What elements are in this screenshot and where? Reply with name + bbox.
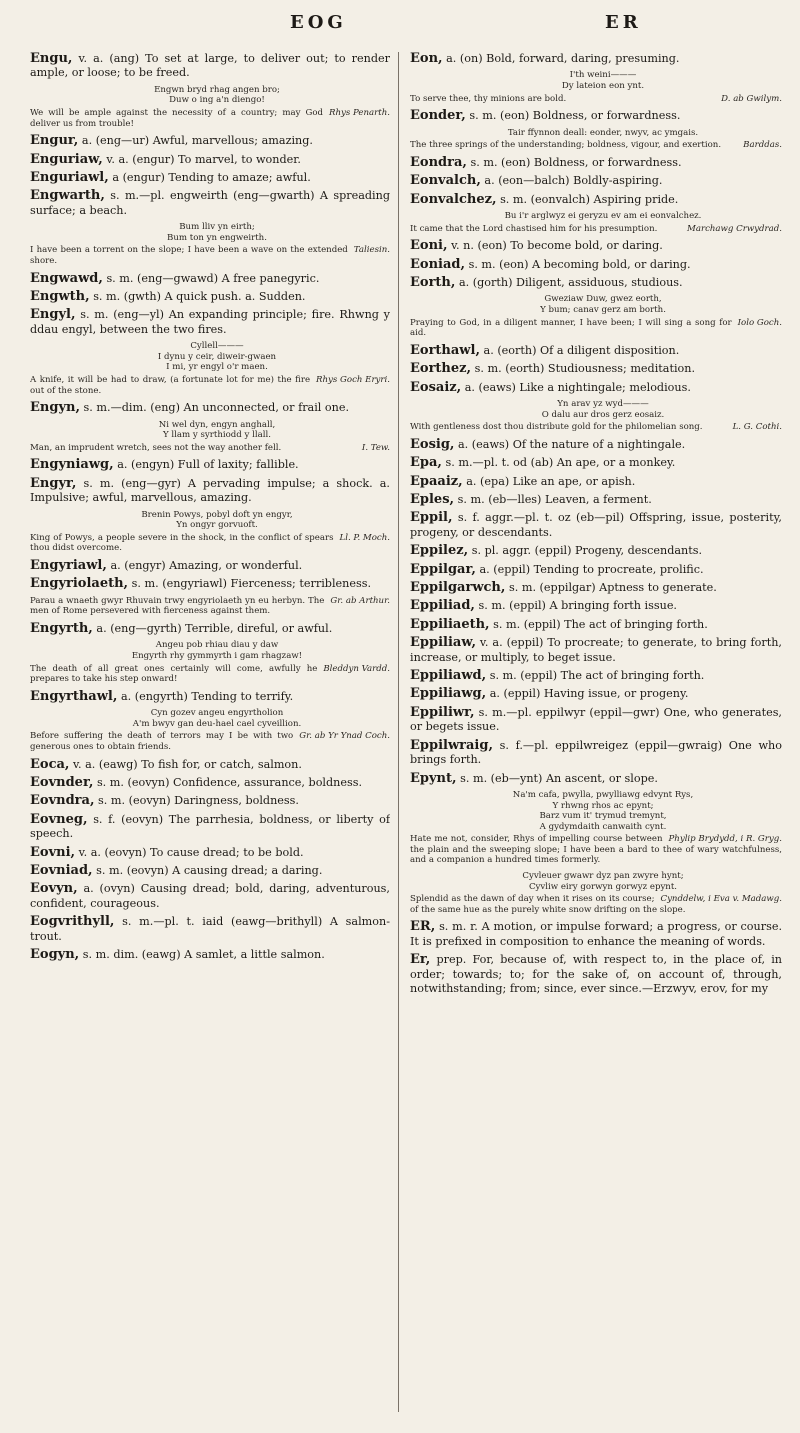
quotation-line: A'm bwyv gan deu-hael cael cyveillion. <box>132 718 302 729</box>
quotation-source: Barddas. <box>743 140 782 151</box>
entry-headword: Engyl, <box>30 307 76 323</box>
dictionary-entry <box>410 687 782 701</box>
quotation-line: Tair ffynnon deall: eonder, nwyv, ac ymgais. <box>507 127 699 138</box>
dictionary-entry <box>410 174 782 188</box>
quotation-line: Yn arav yz wyd——— <box>557 399 649 409</box>
dictionary-entry <box>410 362 782 376</box>
translation-text: We will be ample against the necessity of a country; may God deliver us from trouble! <box>30 108 324 129</box>
welsh-quotation <box>424 790 782 832</box>
translation-text: A knife, it will be had to draw, (a fortunate lot for me) the fire out of the stone. <box>30 375 311 396</box>
entry-headword: Eppiliwr, <box>410 704 475 720</box>
entry-headword: Engyniawg, <box>30 457 114 473</box>
entry-definition: s. m.—pl. t. od (ab) An ape, or a monkey. <box>445 456 676 470</box>
entry-definition: s. m. (eppilgar) Aptness to generate. <box>508 581 717 595</box>
running-head-left: EOG <box>290 12 347 33</box>
entry-headword: Eples, <box>410 492 455 507</box>
translation-text: I have been a torrent on the slope; I have been a wave on the extended shore. <box>30 245 348 266</box>
entry-definition: s. m.—pl. eppilwyr (eppil—gwr) One, who generates, or begets issue. <box>410 705 782 734</box>
dictionary-entry <box>410 52 782 66</box>
entry-headword: Eppilez, <box>410 543 469 559</box>
entry-definition: s. m.—pl. engweirth (eng—gwarth) A spreading surface; a beach. <box>30 189 390 217</box>
translation <box>30 108 390 129</box>
entry-headword: Engyrthawl, <box>30 688 118 704</box>
entry-headword: Engyrth, <box>30 620 93 636</box>
welsh-quotation <box>424 399 782 420</box>
entry-definition: v. a. (eawg) To fish for, or catch, salmon. <box>73 757 302 771</box>
dictionary-entry <box>30 813 390 842</box>
dictionary-entry <box>30 290 390 304</box>
entry-headword: Eosaiz, <box>410 379 462 395</box>
entry-definition: a. (eppil) Having issue, or progeny. <box>489 687 689 701</box>
welsh-quotation <box>424 871 782 892</box>
welsh-quotation <box>44 85 390 106</box>
entry-headword: Eon, <box>410 52 443 66</box>
dictionary-entry <box>30 846 390 860</box>
translation-text: Parau a wnaeth gwyr Rhuvain trwy engyriolaeth yn eu herbyn. The men of Rome persevered with fierceness against them. <box>30 595 325 617</box>
welsh-quotation <box>424 211 782 222</box>
dictionary-entry <box>410 344 782 358</box>
translation <box>410 318 782 339</box>
dictionary-entry <box>30 776 390 790</box>
entry-headword: Eonvalchez, <box>410 191 497 207</box>
dictionary-entry <box>410 953 782 996</box>
entry-definition: s. m. (eng—gyr) A pervading impulse; a shock. a. Impulsive; awful, marvellous, amazing. <box>30 476 390 505</box>
quotation-source: Taliesin. <box>353 245 390 256</box>
entry-headword: Eppiliaw, <box>410 635 476 651</box>
translation-text: The three springs of the understanding; boldness, vigour, and exertion. <box>410 140 722 151</box>
dictionary-entry <box>410 581 782 595</box>
translation-text: With gentleness dost thou distribute gold for the philomelian song. <box>410 422 703 433</box>
translation-text: It came that the Lord chastised him for his presumption. <box>410 223 658 234</box>
dictionary-entry <box>410 438 782 452</box>
entry-definition: s. f. aggr.—pl. t. oz (eb—pil) Offspring, issue, posterity, progeny, or descendants. <box>410 511 782 539</box>
translation-text: To serve thee, thy minions are bold. <box>410 93 567 104</box>
entry-definition: a. (on) Bold, forward, daring, presuming. <box>446 52 680 65</box>
entry-headword: Eppiliaeth, <box>410 616 490 632</box>
dictionary-entry <box>410 381 782 395</box>
dictionary-entry <box>30 52 390 81</box>
entry-headword: Eoca, <box>30 756 70 772</box>
translation <box>30 245 390 266</box>
welsh-quotation <box>424 70 782 91</box>
quotation-line: Bu i'r arglwyz ei geryzu ev am ei eonvalchez. <box>504 211 702 221</box>
dictionary-entry <box>410 109 782 123</box>
entry-headword: Engyr, <box>30 475 77 491</box>
entry-definition: s. m. (eng—yl) An expanding principle; fire. Rhwng y ddau engyl, between the two fires. <box>30 308 390 336</box>
entry-definition: s. m. dim. (eawg) A samlet, a little salmon. <box>82 948 325 961</box>
entry-headword: Engur, <box>30 133 79 149</box>
dictionary-entry <box>30 189 390 218</box>
entry-headword: Enguriaw, <box>30 151 103 167</box>
entry-headword: Eppilwraig, <box>410 737 493 753</box>
entry-headword: Epynt, <box>410 770 457 786</box>
dictionary-entry <box>410 563 782 577</box>
entry-headword: Eondra, <box>410 154 467 170</box>
entry-headword: Eppiliawd, <box>410 668 487 684</box>
dictionary-entry <box>30 153 390 167</box>
entry-headword: Eosig, <box>410 436 455 452</box>
entry-headword: Engwarth, <box>30 188 105 204</box>
quotation-line: Bum lliv yn eirth; <box>179 222 255 233</box>
dictionary-entry <box>30 758 390 772</box>
quotation-line: O dalu aur dros gerz eosaiz. <box>541 409 665 420</box>
entry-definition: s. m. (eovyn) Confidence, assurance, boldness. <box>96 775 363 789</box>
entry-headword: Eppilgarwch, <box>410 580 506 596</box>
entry-definition: a. (eorth) Of a diligent disposition. <box>483 343 680 357</box>
translation <box>30 596 390 617</box>
entry-definition: s. m. (eppil) The act of bringing forth. <box>489 669 705 683</box>
entry-definition: a. (eaws) Of the nature of a nightingale. <box>458 437 686 451</box>
entry-headword: Er, <box>410 952 431 968</box>
quotation-line: Na'm cafa, pwylla, pwylliawg edvynt Rys, <box>512 789 694 800</box>
entry-definition: a. (eon—balch) Boldly-aspiring. <box>484 174 663 188</box>
quotation-source: D. ab Gwilym. <box>721 93 782 104</box>
translation-text: Man, an imprudent wretch, sees not the way another fell. <box>30 442 282 453</box>
entry-headword: Engyn, <box>30 400 80 416</box>
quotation-source: Gr. ab Yr Ynad Coch. <box>299 731 390 742</box>
translation-text: Before suffering the death of terrors may I be with two generous ones to obtain friends. <box>30 731 294 752</box>
entry-definition: s. m. (eovyn) Daringness, boldness. <box>98 794 299 808</box>
translation <box>410 140 782 151</box>
dictionary-entry <box>410 475 782 489</box>
entry-headword: Eoni, <box>410 238 448 254</box>
dictionary-entry <box>410 669 782 683</box>
welsh-quotation <box>44 341 390 373</box>
quotation-line: Cyn gozev angeu engyrtholion <box>150 708 284 719</box>
welsh-quotation <box>424 128 782 139</box>
dictionary-entry <box>410 706 782 735</box>
translation <box>30 375 390 396</box>
quotation-source: Rhys Penarth. <box>329 108 390 118</box>
translation <box>30 533 390 554</box>
column-divider <box>398 52 399 1412</box>
entry-headword: Eovyn, <box>30 881 78 897</box>
translation <box>410 834 782 866</box>
dictionary-entry <box>30 948 390 962</box>
dictionary-entry <box>30 458 390 472</box>
page-header <box>0 12 800 44</box>
welsh-quotation <box>44 708 390 729</box>
entry-definition: s. m. (eon) Boldness, or forwardness. <box>470 155 682 169</box>
translation <box>30 664 390 685</box>
dictionary-entry <box>410 193 782 207</box>
entry-definition: a. (ovyn) Causing dread; bold, daring, adventurous, confident, courageous. <box>30 882 390 910</box>
dictionary-entry <box>30 882 390 911</box>
translation <box>30 443 390 454</box>
entry-definition: a. (eng—ur) Awful, marvellous; amazing. <box>81 134 313 148</box>
entry-headword: Eppiliad, <box>410 598 475 614</box>
entry-definition: a. (engyr) Amazing, or wonderful. <box>110 558 303 572</box>
dictionary-entry <box>410 276 782 290</box>
entry-headword: Eonder, <box>410 108 466 124</box>
quotation-source: Phylip Brydydd, i R. Gryg. <box>668 834 782 845</box>
dictionary-entry <box>410 456 782 470</box>
entry-definition: s. m.—pl. t. iaid (eawg—brithyll) A salmon-trout. <box>30 915 390 943</box>
entry-headword: Engwawd, <box>30 270 103 286</box>
entry-headword: ER, <box>410 919 436 935</box>
entry-definition: v. a. (eovyn) To cause dread; to be bold. <box>78 845 304 859</box>
dictionary-entry <box>30 308 390 337</box>
translation-text: Splendid as the dawn of day when it rises on its course; of the same hue as the purely white snow drifting on the slope. <box>410 894 686 915</box>
entry-definition: s. m. (eorth) Studiousness; meditation. <box>474 362 696 376</box>
quotation-line: Engyrth rhy gymmyrth i gam rhagzaw! <box>131 650 303 661</box>
welsh-quotation <box>424 294 782 315</box>
translation <box>30 731 390 752</box>
dictionary-entry <box>30 134 390 148</box>
quotation-source: Iolo Goch. <box>737 317 782 328</box>
entry-headword: Eorth, <box>410 275 456 290</box>
entry-definition: v. a. (engur) To marvel, to wonder. <box>106 152 301 166</box>
entry-headword: Engyriawl, <box>30 557 107 573</box>
entry-definition: a. (eng—gyrth) Terrible, direful, or awful. <box>96 621 333 635</box>
quotation-line: I mi, yr engyl o'r maen. <box>166 362 268 373</box>
quotation-source: Gr. ab Arthur. <box>330 595 390 606</box>
entry-headword: Eppil, <box>410 510 453 526</box>
dictionary-entry <box>410 618 782 632</box>
entry-headword: Eorthawl, <box>410 342 480 358</box>
entry-headword: Eppiliawg, <box>410 686 487 702</box>
entry-headword: Eovniad, <box>30 862 93 878</box>
dictionary-entry <box>30 577 390 591</box>
entry-definition: a. (epa) Like an ape, or apish. <box>466 474 636 488</box>
quotation-line: Engwn bryd rhag angen bro; <box>154 84 280 95</box>
quotation-source: Rhys Goch Eryri. <box>316 375 390 385</box>
dictionary-entry <box>410 156 782 170</box>
entry-headword: Eogvrithyll, <box>30 914 115 930</box>
entry-headword: Epa, <box>410 455 442 471</box>
dictionary-entry <box>30 915 390 944</box>
entry-headword: Eovni, <box>30 844 76 860</box>
quotation-line: I'th weini——— <box>569 70 637 81</box>
quotation-source: Bleddyn Vardd. <box>323 663 390 674</box>
entry-definition: a (engur) Tending to amaze; awful. <box>112 171 311 184</box>
entry-headword: Eogyn, <box>30 947 80 962</box>
quotation-line: I dynu y ceir, diweir-gwaen <box>157 351 277 362</box>
entry-headword: Eppilgar, <box>410 561 476 577</box>
left-column <box>30 52 390 1422</box>
welsh-quotation <box>44 222 390 243</box>
dictionary-entry <box>410 599 782 613</box>
dictionary-entry <box>30 559 390 573</box>
entry-definition: a. (engyrth) Tending to terrify. <box>120 689 294 703</box>
entry-definition: a. (gorth) Diligent, assiduous, studious. <box>458 276 683 289</box>
entry-definition: s. f. (eovyn) The parrhesia, boldness, or liberty of speech. <box>30 812 390 841</box>
entry-definition: s. m. (eon) A becoming bold, or daring. <box>468 257 691 271</box>
welsh-quotation <box>44 510 390 531</box>
quotation-source: Ll. P. Moch. <box>339 532 390 543</box>
dictionary-entry <box>410 739 782 768</box>
entry-headword: Eonvalch, <box>410 173 481 189</box>
quotation-line: Dy lateion eon ynt. <box>561 81 645 91</box>
translation <box>410 94 782 105</box>
dictionary-entry <box>30 272 390 286</box>
quotation-line: Cyvliw eiry gorwyn gorwyz epynt. <box>528 881 678 892</box>
dictionary-entry <box>30 622 390 636</box>
entry-headword: Eovneg, <box>30 811 88 827</box>
quotation-line: Yn ongyr gorvuoft. <box>176 520 258 531</box>
quotation-line: Y llam y syrthiodd y llall. <box>163 430 271 441</box>
entry-headword: Engwth, <box>30 289 90 304</box>
dictionary-entry <box>410 772 782 786</box>
entry-definition: v. a. (eppil) To procreate; to generate, to bring forth, increase, or multiply, to beget issue. <box>410 636 782 664</box>
translation <box>410 422 782 433</box>
dictionary-entry <box>30 171 390 185</box>
welsh-quotation <box>44 640 390 661</box>
translation-text: Hate me not, consider, Rhys of impelling course between the plain and the sweeping slope; I have been a bard to thee of wary watchfulness, and a companion a hundred times formerly. <box>410 834 782 866</box>
entry-headword: Engu, <box>30 52 73 66</box>
entry-definition: s. m. (eppil) A bringing forth issue. <box>478 599 677 613</box>
dictionary-entry <box>30 477 390 506</box>
quotation-line: Ni wel dyn, engyn anghall, <box>158 419 276 430</box>
entry-headword: Eovnder, <box>30 774 94 790</box>
dictionary-entry <box>30 401 390 415</box>
entry-definition: v. a. (ang) To set at large, to deliver out; to render ample, or loose; to be freed. <box>30 52 390 80</box>
entry-definition: v. n. (eon) To become bold, or daring. <box>451 239 663 253</box>
entry-definition: s. m. (engyriawl) Fierceness; terribleness. <box>131 577 372 591</box>
quotation-line: Bum ton yn engweirth. <box>167 232 267 243</box>
quotation-source: L. G. Cothi. <box>732 422 782 433</box>
quotation-line: Cyllell——— <box>190 341 244 352</box>
dictionary-entry <box>410 544 782 558</box>
quotation-line: Y rhwng rhos ac epynt; <box>552 800 654 811</box>
entry-headword: Engyriolaeth, <box>30 576 129 592</box>
translation <box>410 224 782 235</box>
entry-definition: a. (engyn) Full of laxity; fallible. <box>117 458 299 472</box>
quotation-line: Y bum; canav gerz am borth. <box>540 305 666 315</box>
quotation-source: I. Tew. <box>361 442 390 453</box>
quotation-source: Marchawg Crwydrad. <box>687 223 782 234</box>
dictionary-entry <box>410 920 782 949</box>
entry-headword: Epaaiz, <box>410 473 463 489</box>
welsh-quotation <box>44 420 390 441</box>
dictionary-entry <box>410 258 782 272</box>
quotation-line: Barz vum it' trymud tremynt, <box>539 811 667 822</box>
dictionary-entry <box>30 690 390 704</box>
entry-definition: s. m. (eb—lles) Leaven, a ferment. <box>457 493 652 506</box>
entry-definition: s. m. (eon) Boldness, or forwardness. <box>469 109 681 123</box>
entry-definition: s. m. (eppil) The act of bringing forth. <box>493 617 708 631</box>
dictionary-entry <box>410 493 782 507</box>
running-head-right: ER <box>605 12 642 33</box>
entry-definition: a. (eaws) Like a nightingale; melodious. <box>464 380 691 394</box>
entry-definition: s. m. (eng—gwawd) A free panegyric. <box>106 271 320 285</box>
dictionary-entry <box>410 636 782 665</box>
entry-headword: Eoniad, <box>410 256 466 272</box>
translation <box>410 894 782 915</box>
entry-definition: s. m. r. A motion, or impulse forward; a progress, or course. It is prefixed in composition to enhance the meaning of words. <box>410 920 782 948</box>
entry-definition: s. pl. aggr. (eppil) Progeny, descendants. <box>471 544 703 558</box>
entry-definition: s. m. (eovyn) A causing dread; a daring. <box>96 863 323 877</box>
translation-text: The death of all great ones certainly will come, awfully he prepares to take his step onward! <box>30 663 318 685</box>
dictionary-entry <box>410 511 782 540</box>
entry-headword: Eovndra, <box>30 793 95 809</box>
dictionary-entry <box>30 864 390 878</box>
quotation-line: Angeu pob rhiau diau y daw <box>155 640 279 651</box>
entry-definition: s. m. (eb—ynt) An ascent, or slope. <box>460 771 658 785</box>
entry-headword: Enguriawl, <box>30 170 109 185</box>
entry-definition: s. m.—dim. (eng) An unconnected, or frail one. <box>83 401 350 415</box>
entry-definition: s. f.—pl. eppilwreigez (eppil—gwraig) One who brings forth. <box>410 738 782 767</box>
quotation-line: Cyvleuer gwawr dyz pan zwyre hynt; <box>522 871 684 882</box>
entry-definition: s. m. (eonvalch) Aspiring pride. <box>500 192 679 206</box>
dictionary-entry <box>410 239 782 253</box>
right-column <box>410 52 782 1422</box>
quotation-line: A gydymdaith canwaith cynt. <box>539 821 667 832</box>
entry-definition: prep. For, because of, with respect to, in the place of, in order; towards; to; for the sake of, on account of, through, notwithstanding; from; since, ever since.—Erzwyv, erov, for my <box>410 953 782 996</box>
dictionary-entry <box>30 794 390 808</box>
quotation-line: Brenin Powys, pobyl doft yn engyr, <box>141 509 293 520</box>
quotation-line: Duw o ing a'n diengo! <box>169 95 265 106</box>
entry-headword: Eorthez, <box>410 361 472 377</box>
entry-definition: a. (eppil) Tending to procreate, prolific. <box>479 562 704 576</box>
translation-text: King of Powys, a people severe in the shock, in the conflict of spears thou didst overcome. <box>30 532 334 554</box>
translation-text: Praying to God, in a diligent manner, I have been; I will sing a song for aid. <box>410 317 732 339</box>
entry-definition: s. m. (gwth) A quick push. a. Sudden. <box>93 290 306 303</box>
quotation-source: Cynddelw, i Eva v. Madawg. <box>660 894 782 905</box>
quotation-line: Gweziaw Duw, gwez eorth, <box>544 294 662 305</box>
